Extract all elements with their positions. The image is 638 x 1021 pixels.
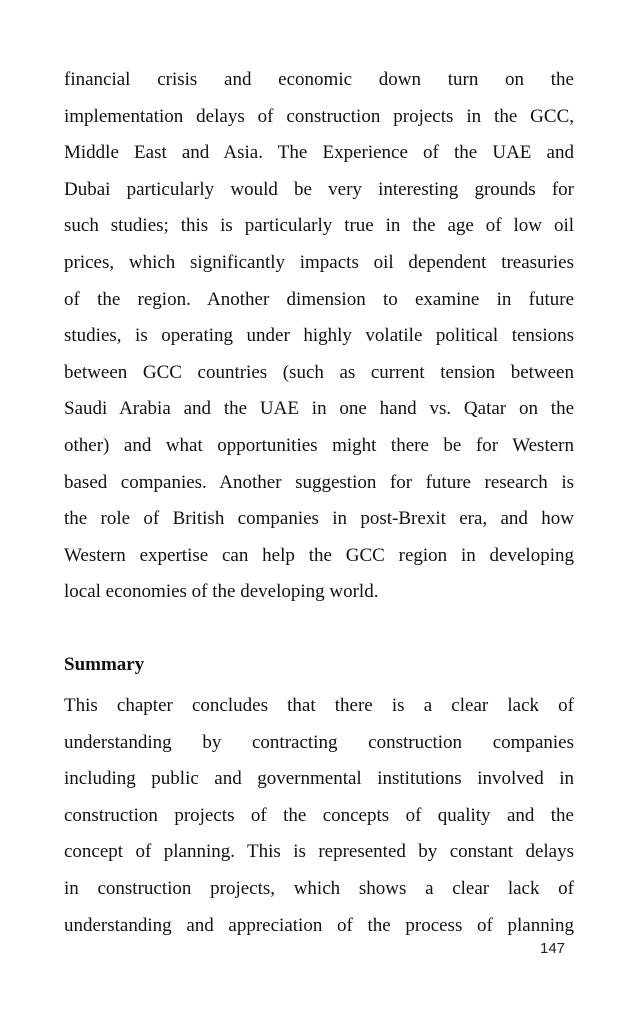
text-line: construction projects of the concepts of quality and the [64, 804, 574, 826]
text-line: the role of British companies in post-Brexit era, and how [64, 508, 574, 530]
text-line: in construction projects, which shows a clear lack of [64, 877, 574, 899]
text-line: of the region. Another dimension to examine in future [64, 288, 574, 310]
text-line: concept of planning. This is represented by constant delays [64, 841, 574, 863]
text-line: local economies of the developing world. [64, 581, 379, 603]
text-line: prices, which significantly impacts oil dependent treasuries [64, 251, 574, 273]
section-heading-summary: Summary [64, 654, 145, 675]
text-line: financial crisis and economic down turn on the [64, 69, 574, 90]
text-line: Dubai particularly would be very interesting grounds for [64, 178, 574, 200]
body-paragraph [64, 62, 574, 611]
text-line: such studies; this is particularly true in the age of low oil [64, 215, 574, 237]
text-line: including public and governmental institutions involved in [64, 768, 574, 790]
text-line: This chapter concludes that there is a clear lack of [64, 695, 574, 716]
text-line: understanding and appreciation of the process of planning [64, 914, 574, 936]
text-line: based companies. Another suggestion for future research is [64, 471, 574, 493]
text-line: between GCC countries (such as current tension between [64, 361, 574, 383]
summary-paragraph [64, 688, 574, 944]
text-line: studies, is operating under highly volatile political tensions [64, 325, 574, 347]
text-line: Saudi Arabia and the UAE in one hand vs. Qatar on the [64, 398, 574, 420]
page-number: 147 [540, 940, 566, 957]
text-line: Western expertise can help the GCC region in developing [64, 544, 574, 566]
text-line: other) and what opportunities might there be for Western [64, 434, 574, 456]
text-line: understanding by contracting construction companies [64, 731, 574, 753]
text-line: implementation delays of construction projects in the GCC, [64, 105, 574, 127]
text-line: Middle East and Asia. The Experience of the UAE and [64, 142, 574, 164]
